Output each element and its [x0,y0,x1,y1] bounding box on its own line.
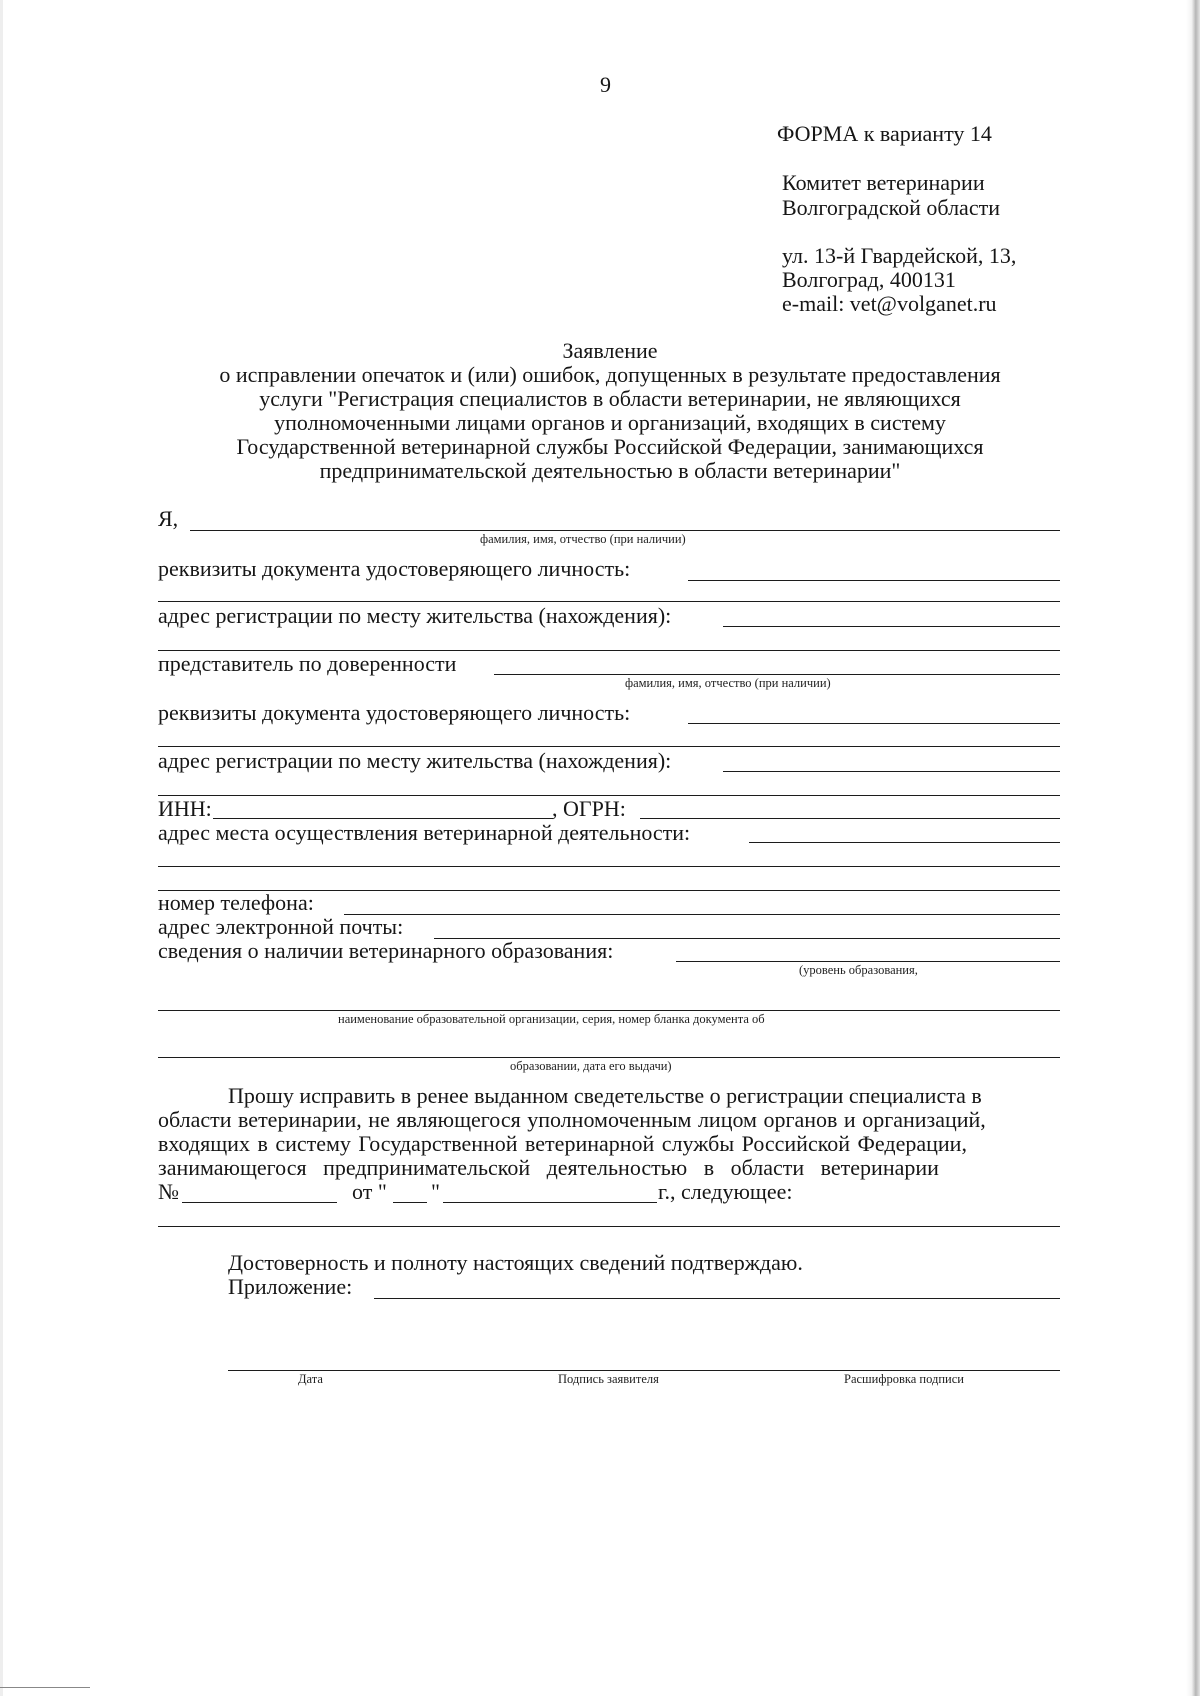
label-id-doc: реквизиты документа удостоверяющего личность: [158,556,631,581]
representative-line[interactable] [494,674,1060,675]
edu-hint-2: наименование образовательной организации, серия, номер бланка документа об [338,1012,765,1026]
confirmation-text: Достоверность и полноту настоящих сведений подтверждаю. [228,1250,803,1275]
fio-line[interactable] [190,530,1060,531]
label-ogrn: , ОГРН: [552,796,626,821]
email-line: e-mail: vet@volganet.ru [782,291,997,316]
addressee-line-2: Волгоградской области [782,195,1000,220]
label-reg-addr-2: адрес регистрации по месту жительства (нахождения): [158,748,672,773]
title-line-3: уполномоченными лицами органов и организаций, входящих в систему [274,410,946,435]
reg-addr2-line[interactable] [723,771,1060,772]
signature-decode-label: Расшифровка подписи [844,1372,964,1386]
signature-sign-label: Подпись заявителя [558,1372,659,1386]
document-title [150,339,1070,483]
id-doc-line[interactable] [688,580,1060,581]
id-doc-line-2[interactable] [158,601,1060,602]
ogrn-line[interactable] [640,818,1060,819]
fio-hint-2: фамилия, имя, отчество (при наличии) [625,676,831,690]
address-line-2: Волгоград, 400131 [782,267,956,292]
day-line[interactable] [393,1202,427,1203]
id-doc2-line-2[interactable] [158,746,1060,747]
signature-date-label: Дата [298,1372,323,1386]
scan-right-edge [1186,0,1200,1696]
signature-line[interactable] [228,1370,1060,1371]
inn-line[interactable] [213,818,553,819]
label-ot: от " [352,1179,387,1204]
reg-addr-line[interactable] [723,626,1060,627]
attachment-line[interactable] [374,1298,1060,1299]
title-line-2: услуги "Регистрация специалистов в области ветеринарии, не являющихся [259,386,961,411]
edu-hint-3: образовании, дата его выдачи) [510,1059,672,1073]
edu-hint-1: (уровень образования, [799,963,918,977]
title-line-5: предпринимательской деятельностью в области ветеринарии" [319,458,901,483]
label-phone: номер телефона: [158,890,314,915]
scan-left-edge [0,0,3,1696]
scan-bottom-mark [0,1687,90,1688]
request-line-2: области ветеринарии, не являющегося уполномоченным лицом органов и организаций, [158,1107,986,1132]
request-line-1: Прошу исправить в ренее выданном сведетельстве о регистрации специалиста в [228,1083,982,1108]
label-quote: " [431,1179,440,1204]
address-line-1: ул. 13-й Гвардейской, 13, [782,243,1017,268]
label-representative: представитель по доверенности [158,651,457,676]
page-number: 9 [600,72,611,97]
label-attachment: Приложение: [228,1274,353,1299]
certificate-number-line[interactable] [182,1202,337,1203]
label-reg-addr: адрес регистрации по месту жительства (нахождения): [158,603,672,628]
label-tail: г., следующее: [658,1179,793,1204]
phone-line[interactable] [344,914,1060,915]
label-id-doc-2: реквизиты документа удостоверяющего личность: [158,700,631,725]
title-line-4: Государственной ветеринарной службы Российской Федерации, занимающихся [236,434,984,459]
label-inn: ИНН: [158,796,212,821]
vet-addr-line-2[interactable] [158,866,1060,867]
corrections-line[interactable] [158,1226,1060,1227]
label-ya: Я, [158,506,179,531]
id-doc2-line[interactable] [688,723,1060,724]
label-number: № [158,1179,179,1204]
label-vet-addr: адрес места осуществления ветеринарной деятельности: [158,820,691,845]
education-line[interactable] [676,961,1060,962]
form-label: ФОРМА к варианту 14 [777,121,992,146]
month-year-line[interactable] [443,1202,657,1203]
education-line-3[interactable] [158,1057,1060,1058]
request-line-3: входящих в систему Государственной ветеринарной службы Российской Федерации, [158,1131,967,1156]
label-education: сведения о наличии ветеринарного образования: [158,938,614,963]
fio-hint: фамилия, имя, отчество (при наличии) [480,532,686,546]
addressee-line-1: Комитет ветеринарии [782,170,985,195]
education-line-2[interactable] [158,1010,1060,1011]
request-line-4: занимающегося предпринимательской деятельностью в области ветеринарии [158,1155,939,1180]
title-line-1: о исправлении опечаток и (или) ошибок, допущенных в результате предоставления [219,362,1001,387]
title-heading: Заявление [562,338,658,363]
label-email: адрес электронной почты: [158,914,404,939]
vet-addr-line[interactable] [749,842,1060,843]
